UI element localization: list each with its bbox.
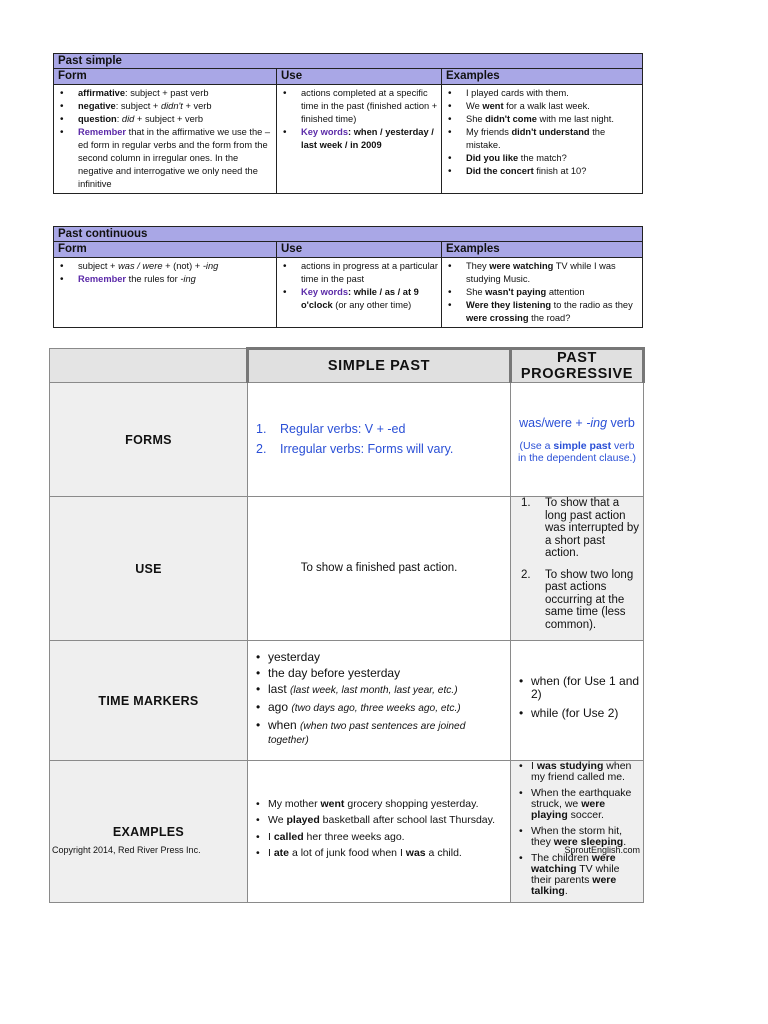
list-number: 1. bbox=[521, 497, 531, 509]
list-item: • My mother went grocery shopping yesterday. bbox=[250, 799, 508, 811]
corner-cell bbox=[50, 349, 248, 383]
list-item: • last (last week, last month, last year, etc.) bbox=[250, 683, 508, 697]
past-progressive-form-note: (Use a simple past verb in the dependent clause.) bbox=[518, 439, 636, 464]
past-continuous-table bbox=[53, 226, 643, 328]
list-item: • When the earthquake struck, we were playing soccer. bbox=[513, 788, 641, 821]
list-item: • yesterday bbox=[250, 651, 508, 663]
list-item: • while (for Use 2) bbox=[513, 707, 641, 720]
copyright-text: Copyright 2014, Red River Press Inc. bbox=[52, 845, 201, 855]
past-progressive-form: was/were + -ing verb bbox=[519, 415, 635, 430]
simple-past-markers-list bbox=[250, 651, 508, 747]
list-item: • question: did + subject + verb bbox=[54, 113, 274, 126]
time-markers-row-label: TIME MARKERS bbox=[50, 641, 248, 761]
form-header: Form bbox=[54, 69, 277, 85]
list-item: • Key words: while / as / at 9 o'clock (or any other time) bbox=[277, 286, 439, 312]
simple-past-header: SIMPLE PAST bbox=[248, 349, 511, 383]
list-item: • She didn't come with me last night. bbox=[442, 113, 640, 126]
form-header: Form bbox=[54, 242, 277, 258]
past-progressive-examples-list bbox=[513, 761, 641, 897]
past-simple-table bbox=[53, 53, 643, 194]
examples-header: Examples bbox=[442, 242, 643, 258]
site-text: SproutEnglish.com bbox=[564, 845, 640, 855]
examples-row-label: EXAMPLES bbox=[50, 761, 248, 903]
list-item: • Were they listening to the radio as they were crossing the road? bbox=[442, 299, 640, 325]
list-item: 1. To show that a long past action was interrupted by a short past action. bbox=[521, 497, 639, 559]
past-progressive-markers-list bbox=[513, 675, 641, 720]
list-item: • We went for a walk last week. bbox=[442, 100, 640, 113]
past-simple-examples-list bbox=[442, 85, 642, 180]
list-item: • Key words: when / yesterday / last week / in 2009 bbox=[277, 126, 439, 152]
list-item: • Did you like the match? bbox=[442, 152, 640, 165]
past-continuous-examples-list bbox=[442, 258, 642, 327]
list-item: • Remember that in the affirmative we use the –ed form in regular verbs and the form from the second column in irregular ones. In the negative and interrogative we only need the infinitive bbox=[54, 126, 274, 191]
list-item: • I was studying when my friend called me. bbox=[513, 761, 641, 783]
list-item: • subject + was / were + (not) + -ing bbox=[54, 260, 274, 273]
list-item: 2. Irregular verbs: Forms will vary. bbox=[256, 441, 454, 456]
list-item: • Did the concert finish at 10? bbox=[442, 165, 640, 178]
past-simple-form-list bbox=[54, 85, 276, 193]
use-row-label: USE bbox=[50, 497, 248, 641]
past-continuous-form-list bbox=[54, 258, 276, 288]
list-item: • when (when two past sentences are joined together) bbox=[250, 719, 508, 747]
list-item: • I played cards with them. bbox=[442, 87, 640, 100]
list-number: 1. bbox=[256, 421, 267, 436]
list-number: 2. bbox=[521, 568, 531, 581]
list-item: 2. To show two long past actions occurring at the same time (less common). bbox=[521, 568, 634, 631]
comparison-table bbox=[49, 347, 645, 903]
list-item: • actions in progress at a particular time in the past bbox=[277, 260, 439, 286]
list-item: • actions completed at a specific time in the past (finished action + finished time) bbox=[277, 87, 439, 126]
list-item: • the day before yesterday bbox=[250, 667, 508, 679]
list-item: • I called her three weeks ago. bbox=[250, 832, 508, 844]
past-progressive-use-list bbox=[515, 497, 639, 631]
list-item: • when (for Use 1 and 2) bbox=[513, 675, 641, 701]
simple-past-examples-list bbox=[250, 799, 508, 860]
list-item: • They were watching TV while I was studying Music. bbox=[442, 260, 640, 286]
simple-past-use: To show a finished past action. bbox=[248, 497, 511, 641]
list-item: • I ate a lot of junk food when I was a child. bbox=[250, 848, 508, 860]
past-simple-use-list bbox=[277, 85, 441, 154]
list-item: • affirmative: subject + past verb bbox=[54, 87, 274, 100]
list-number: 2. bbox=[256, 441, 267, 456]
past-simple-title: Past simple bbox=[54, 54, 643, 69]
list-item: • Remember the rules for -ing bbox=[54, 273, 274, 286]
list-item: • ago (two days ago, three weeks ago, etc.) bbox=[250, 701, 508, 715]
list-item: • negative: subject + didn't + verb bbox=[54, 100, 274, 113]
past-continuous-title: Past continuous bbox=[54, 227, 643, 242]
use-header: Use bbox=[277, 69, 442, 85]
past-continuous-use-list bbox=[277, 258, 441, 314]
forms-row-label: FORMS bbox=[50, 383, 248, 497]
list-item: 1. Regular verbs: V + -ed bbox=[256, 421, 406, 436]
use-header: Use bbox=[277, 242, 442, 258]
list-item: • When the storm hit, they were sleeping. bbox=[513, 826, 641, 848]
past-progressive-header: PAST PROGRESSIVE bbox=[511, 349, 644, 383]
list-item: • The children were watching TV while their parents were talking. bbox=[513, 853, 641, 897]
examples-header: Examples bbox=[442, 69, 643, 85]
list-item: • She wasn't paying attention bbox=[442, 286, 640, 299]
list-item: • My friends didn't understand the mistake. bbox=[442, 126, 640, 152]
simple-past-forms-list bbox=[250, 423, 506, 456]
list-item: • We played basketball after school last Thursday. bbox=[250, 815, 508, 827]
